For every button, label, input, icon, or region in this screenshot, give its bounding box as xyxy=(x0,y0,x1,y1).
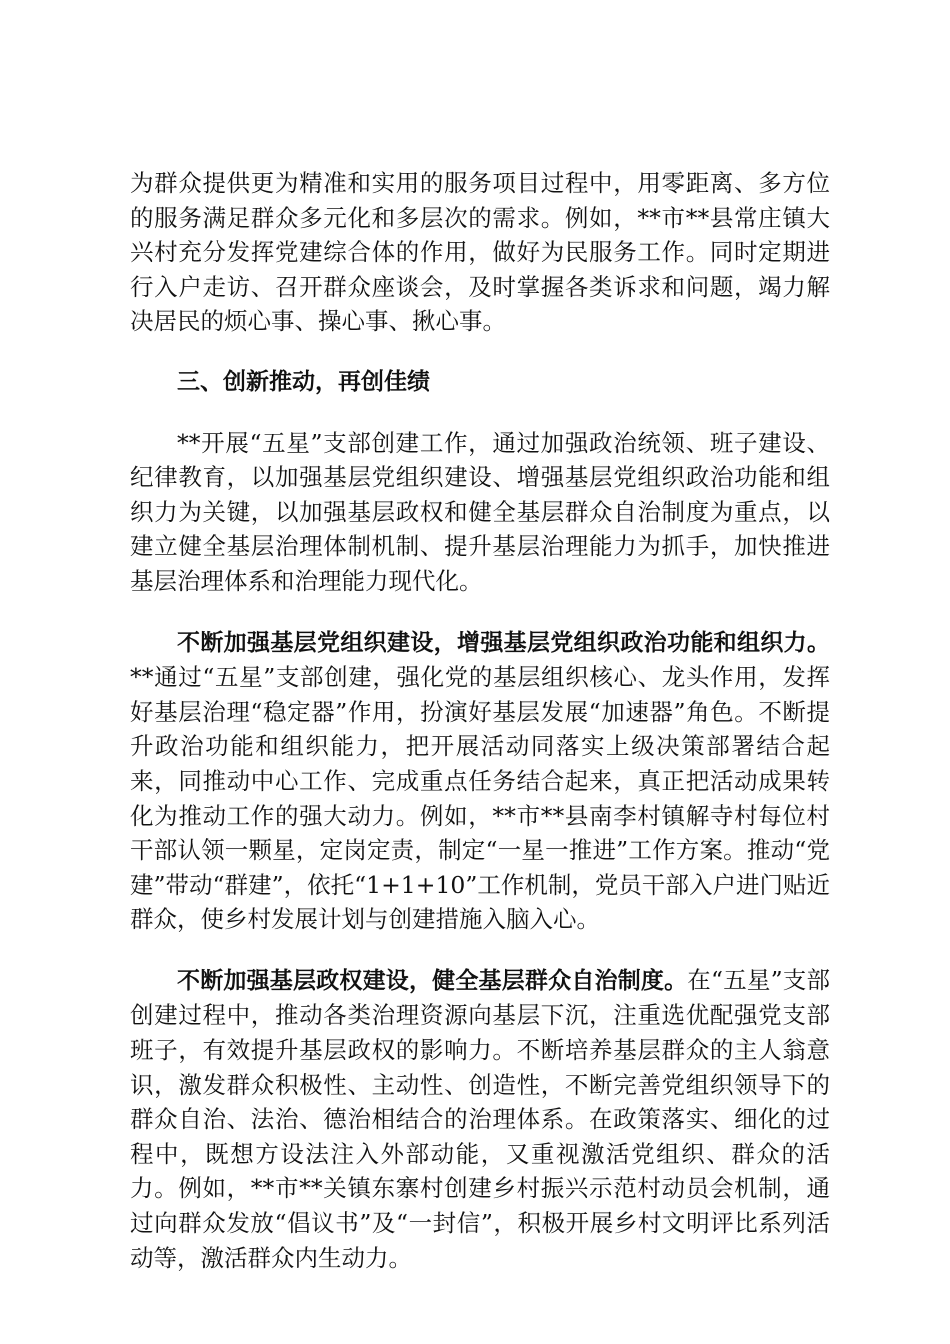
paragraph-party-organization xyxy=(130,625,830,937)
paragraph-lead-grassroots-governance: 不断加强基层政权建设，健全基层群众自治制度。 xyxy=(177,967,688,994)
paragraph-grassroots-governance xyxy=(130,963,830,1275)
paragraph-body-grassroots-governance: 在“五星”支部创建过程中，推动各类治理资源向基层下沉，注重选优配强党支部班子，有效提升基层政权的影响力。不断培养基层群众的主人翁意识，激发群众积极性、主动性、创造性，不断完善党组织领导下的群众自治、法治、德治相结合的治理体系。在政策落实、细化的过程中，既想方设法注入外部动能，又重视激活党组织、群众的活力。例如，**市**关镇东寨村创建乡村振兴示范村动员会机制，通过向群众发放“倡议书”及“一封信”，积极开展乡村文明评比系列活动等，激活群众内生动力。 xyxy=(130,965,830,1272)
section-heading-innovation: 三、创新推动，再创佳绩 xyxy=(177,368,430,395)
paragraph-body-party-organization: **通过“五星”支部创建，强化党的基层组织核心、龙头作用，发挥好基层治理“稳定器”作用，扮演好基层发展“加速器”角色。不断提升政治功能和组织能力，把开展活动同落实上级决策部署结合起来，同推动中心工作、完成重点任务结合起来，真正把活动成果转化为推动工作的强大动力。例如，**市**县南李村镇解寺村每位村干部认领一颗星，定岗定责，制定“一星一推进”工作方案。推动“党建”带动“群建”，依托“1+1+10”工作机制，党员干部入户进门贴近群众，使乡村发展计划与创建措施入脑入心。 xyxy=(130,663,830,934)
paragraph-five-star-overview: **开展“五星”支部创建工作，通过加强政治统领、班子建设、纪律教育，以加强基层党组织建设、增强基层党组织政治功能和组织力为关键，以加强基层政权和健全基层群众自治制度为重点，以建立健全基层治理体制机制、提升基层治理能力为抓手，加快推进基层治理体系和治理能力现代化。 xyxy=(130,428,830,595)
document-page xyxy=(130,166,830,1275)
paragraph-lead-party-organization: 不断加强基层党组织建设，增强基层党组织政治功能和组织力。 xyxy=(177,629,830,656)
paragraph-service-continuation: 为群众提供更为精准和实用的服务项目过程中，用零距离、多方位的服务满足群众多元化和多层次的需求。例如，**市**县常庄镇大兴村充分发挥党建综合体的作用，做好为民服务工作。同时定期进行入户走访、召开群众座谈会，及时掌握各类诉求和问题，竭力解决居民的烦心事、操心事、揪心事。 xyxy=(130,169,830,336)
